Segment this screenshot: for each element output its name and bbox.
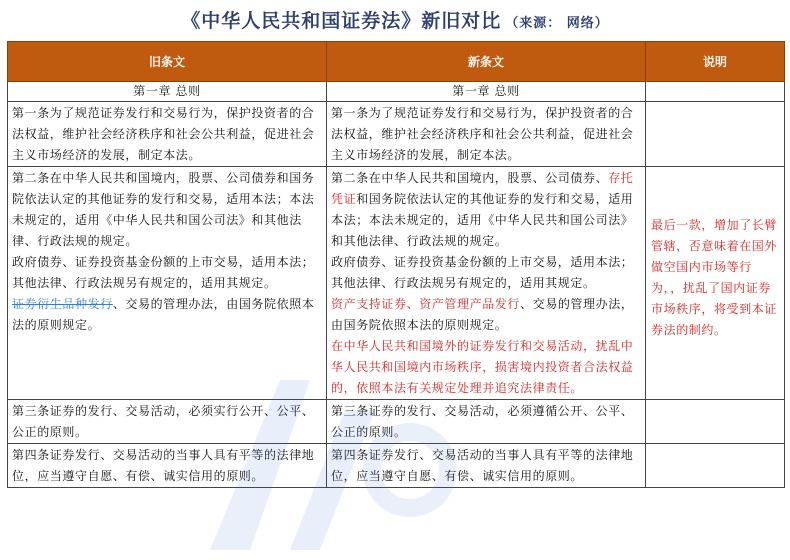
struck-text: 证券衍生品种发行 [12,297,113,311]
source-note: （来源： 网络） [505,16,609,31]
article2-new [327,167,646,400]
article1-new: 第一条为了规范证券发行和交易行为，保护投资者的合法权益，维护社会经济秩序和社会公共利益，促进社会主义市场经济的发展，制定本法。 [327,102,646,167]
article2-old-para2: 政府债券、证券投资基金份额的上市交易，适用本法；其他法律、行政法规另有规定的，适用其规定。 [12,255,315,290]
chapter-note [646,82,785,102]
table-row [8,167,785,400]
chapter-new: 第一章 总则 [327,82,646,102]
article2-old-para1: 第二条在中华人民共和国境内，股票、公司债券和国务院依法认定的其他证券的发行和交易，适用本法；本法未规定的，适用《中华人民共和国公司法》和其他法律、行政法规的规定。 [12,171,315,248]
article2-old-para3-rest: 、交易的管理办法，由国务院依照本法的原则规定。 [12,297,315,332]
article2-new-para3 [331,294,641,336]
table-row [8,82,785,102]
chapter-old: 第一章 总则 [8,82,327,102]
table-row [8,400,785,444]
article2-new-para2: 政府债券、证券投资基金份额的上市交易，适用本法；其他法律、行政法规另有规定的，适用其规定。 [331,255,634,290]
article3-old: 第三条证券的发行、交易活动，必须实行公开、公平、公正的原则。 [8,400,327,444]
header-old: 旧条文 [8,42,327,82]
article3-new: 第三条证券的发行、交易活动，必须遵循公开、公平、公正的原则。 [327,400,646,444]
article1-old: 第一条为了规范证券发行和交易行为，保护投资者的合法权益，维护社会经济秩序和社会公共利益，促进社会主义市场经济的发展，制定本法。 [8,102,327,167]
article3-note [646,400,785,444]
article1-note [646,102,785,167]
header-new: 新条文 [327,42,646,82]
article2-new-para4: 在中华人民共和国境外的证券发行和交易活动，扰乱中华人民共和国境内市场秩序，损害境内投资者合法权益的，依照本法有关规定处理并追究法律责任。 [331,339,634,395]
text-segment: 和国务院依法认定的其他证券的发行和交易，适用本法；本法未规定的，适用《中华人民共和国公司法》和其他法律、行政法规的规定。 [331,192,634,248]
header-row [8,42,785,82]
table-row [8,444,785,488]
added-text: 存托凭证 [331,171,634,206]
article4-old: 第四条证券发行、交易活动的当事人具有平等的法律地位，应当遵守自愿、有偿、诚实信用的原则。 [8,444,327,488]
page-title [0,6,790,33]
text-segment: 第二条在中华人民共和国境内，股票、公司债券、 [331,171,609,185]
article2-new-para1 [331,168,641,252]
title-text: 《中华人民共和国证券法》新旧对比 [181,10,502,32]
header-note: 说明 [646,42,785,82]
comparison-table [7,41,785,488]
added-text: 资产支持证券、资产管理产品发行 [331,297,521,311]
article2-note: 最后一款，增加了长臂管辖，否意味着在国外做空国内市场等行为，，扰乱了国内证券市场秩序，将受到本证券法的制约。 [646,167,785,400]
article2-old [8,167,327,400]
table-row [8,102,785,167]
article2-old-para3 [12,294,322,336]
text-segment: 、交易的管理办法，由国务院依照本法的原则规定。 [331,297,634,332]
article4-note [646,444,785,488]
article4-new: 第四条证券发行、交易活动的当事人具有平等的法律地位，应当遵守自愿、有偿、诚实信用的原则。 [327,444,646,488]
